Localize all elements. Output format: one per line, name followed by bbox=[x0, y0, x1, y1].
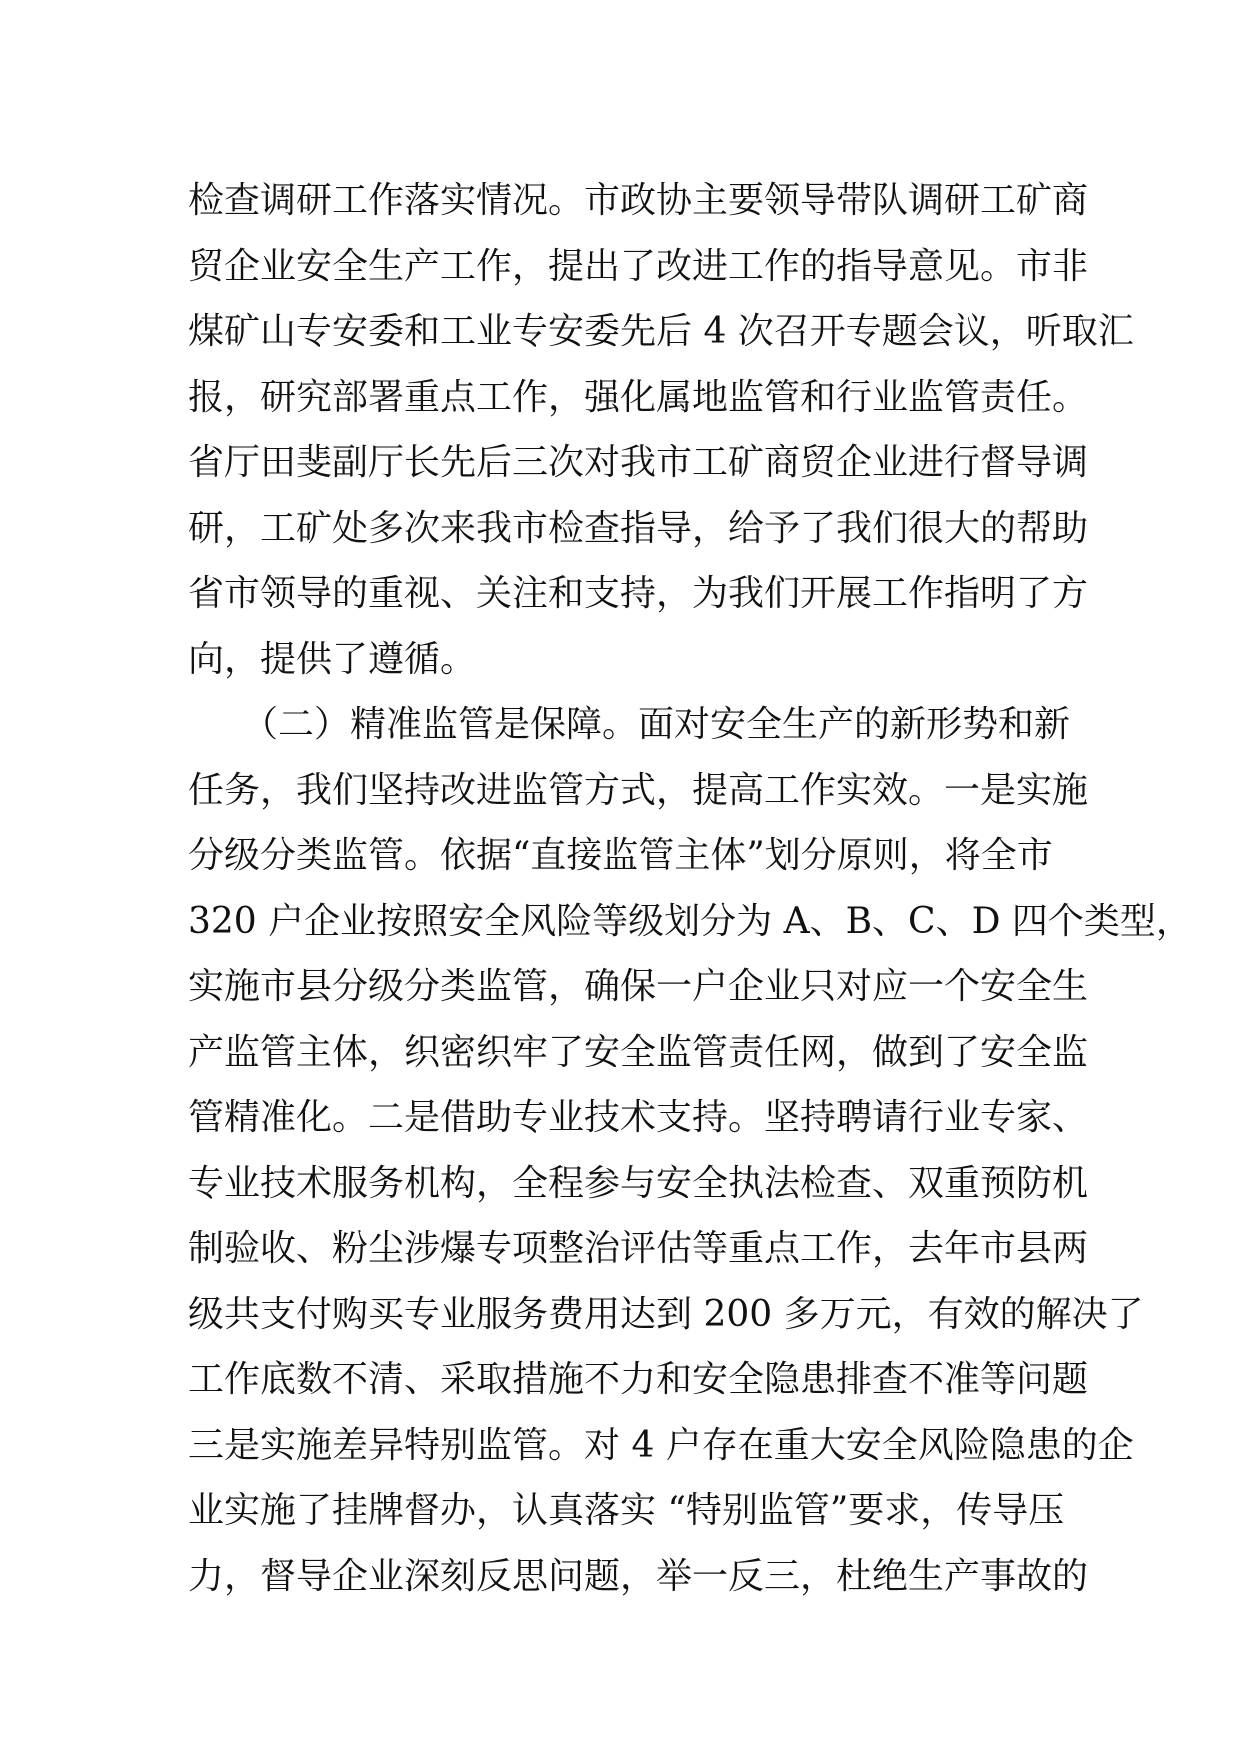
text-line: 320 户企业按照安全风险等级划分为 A、B、C、D 四个类型， bbox=[188, 900, 1192, 942]
text-line: 报，研究部署重点工作，强化属地监管和行业监管责任。 bbox=[188, 376, 1089, 418]
text-line: 管精准化。二是借助专业技术支持。坚持聘请行业专家、 bbox=[188, 1097, 1089, 1138]
text-line: 力，督导企业深刻反思问题，举一反三，杜绝生产事故的 bbox=[188, 1555, 1089, 1597]
text-line: 实施市县分级分类监管，确保一户企业只对应一个安全生 bbox=[188, 966, 1089, 1007]
body-text bbox=[188, 168, 1192, 1609]
text-line: 煤矿山专安委和工业专安委先后 4 次召开专题会议，听取汇 bbox=[188, 311, 1134, 352]
text-line: 级共支付购买专业服务费用达到 200 多万元，有效的解决了 bbox=[188, 1293, 1144, 1335]
text-line: 研，工矿处多次来我市检查指导，给予了我们很大的帮助 bbox=[188, 507, 1089, 549]
text-line: 专业技术服务机构，全程参与安全执法检查、双重预防机 bbox=[188, 1162, 1089, 1204]
text-line: 分级分类监管。依据“直接监管主体”划分原则，将全市 bbox=[188, 835, 1053, 876]
text-line: 检查调研工作落实情况。市政协主要领导带队调研工矿商 bbox=[188, 180, 1089, 221]
section-heading-line: （二）精准监管是保障。面对安全生产的新形势和新 bbox=[188, 704, 1071, 745]
text-line: 贸企业安全生产工作，提出了改进工作的指导意见。市非 bbox=[188, 245, 1089, 287]
text-line: 向，提供了遵循。 bbox=[188, 638, 477, 680]
text-line: 制验收、粉尘涉爆专项整治评估等重点工作，去年市县两 bbox=[188, 1228, 1089, 1269]
text-line: 省厅田斐副厅长先后三次对我市工矿商贸企业进行督导调 bbox=[188, 442, 1089, 483]
text-line: 工作底数不清、采取措施不力和安全隐患排查不准等问题 bbox=[188, 1359, 1089, 1400]
text-line: 省市领导的重视、关注和支持，为我们开展工作指明了方 bbox=[188, 573, 1089, 614]
text-line: 三是实施差异特别监管。对 4 户存在重大安全风险隐患的企 bbox=[188, 1424, 1134, 1466]
text-line: 业实施了挂牌督办，认真落实 “特别监管”要求，传导压 bbox=[188, 1490, 1065, 1531]
text-line: 产监管主体，织密织牢了安全监管责任网，做到了安全监 bbox=[188, 1031, 1089, 1073]
text-line: 任务，我们坚持改进监管方式，提高工作实效。一是实施 bbox=[188, 769, 1089, 811]
